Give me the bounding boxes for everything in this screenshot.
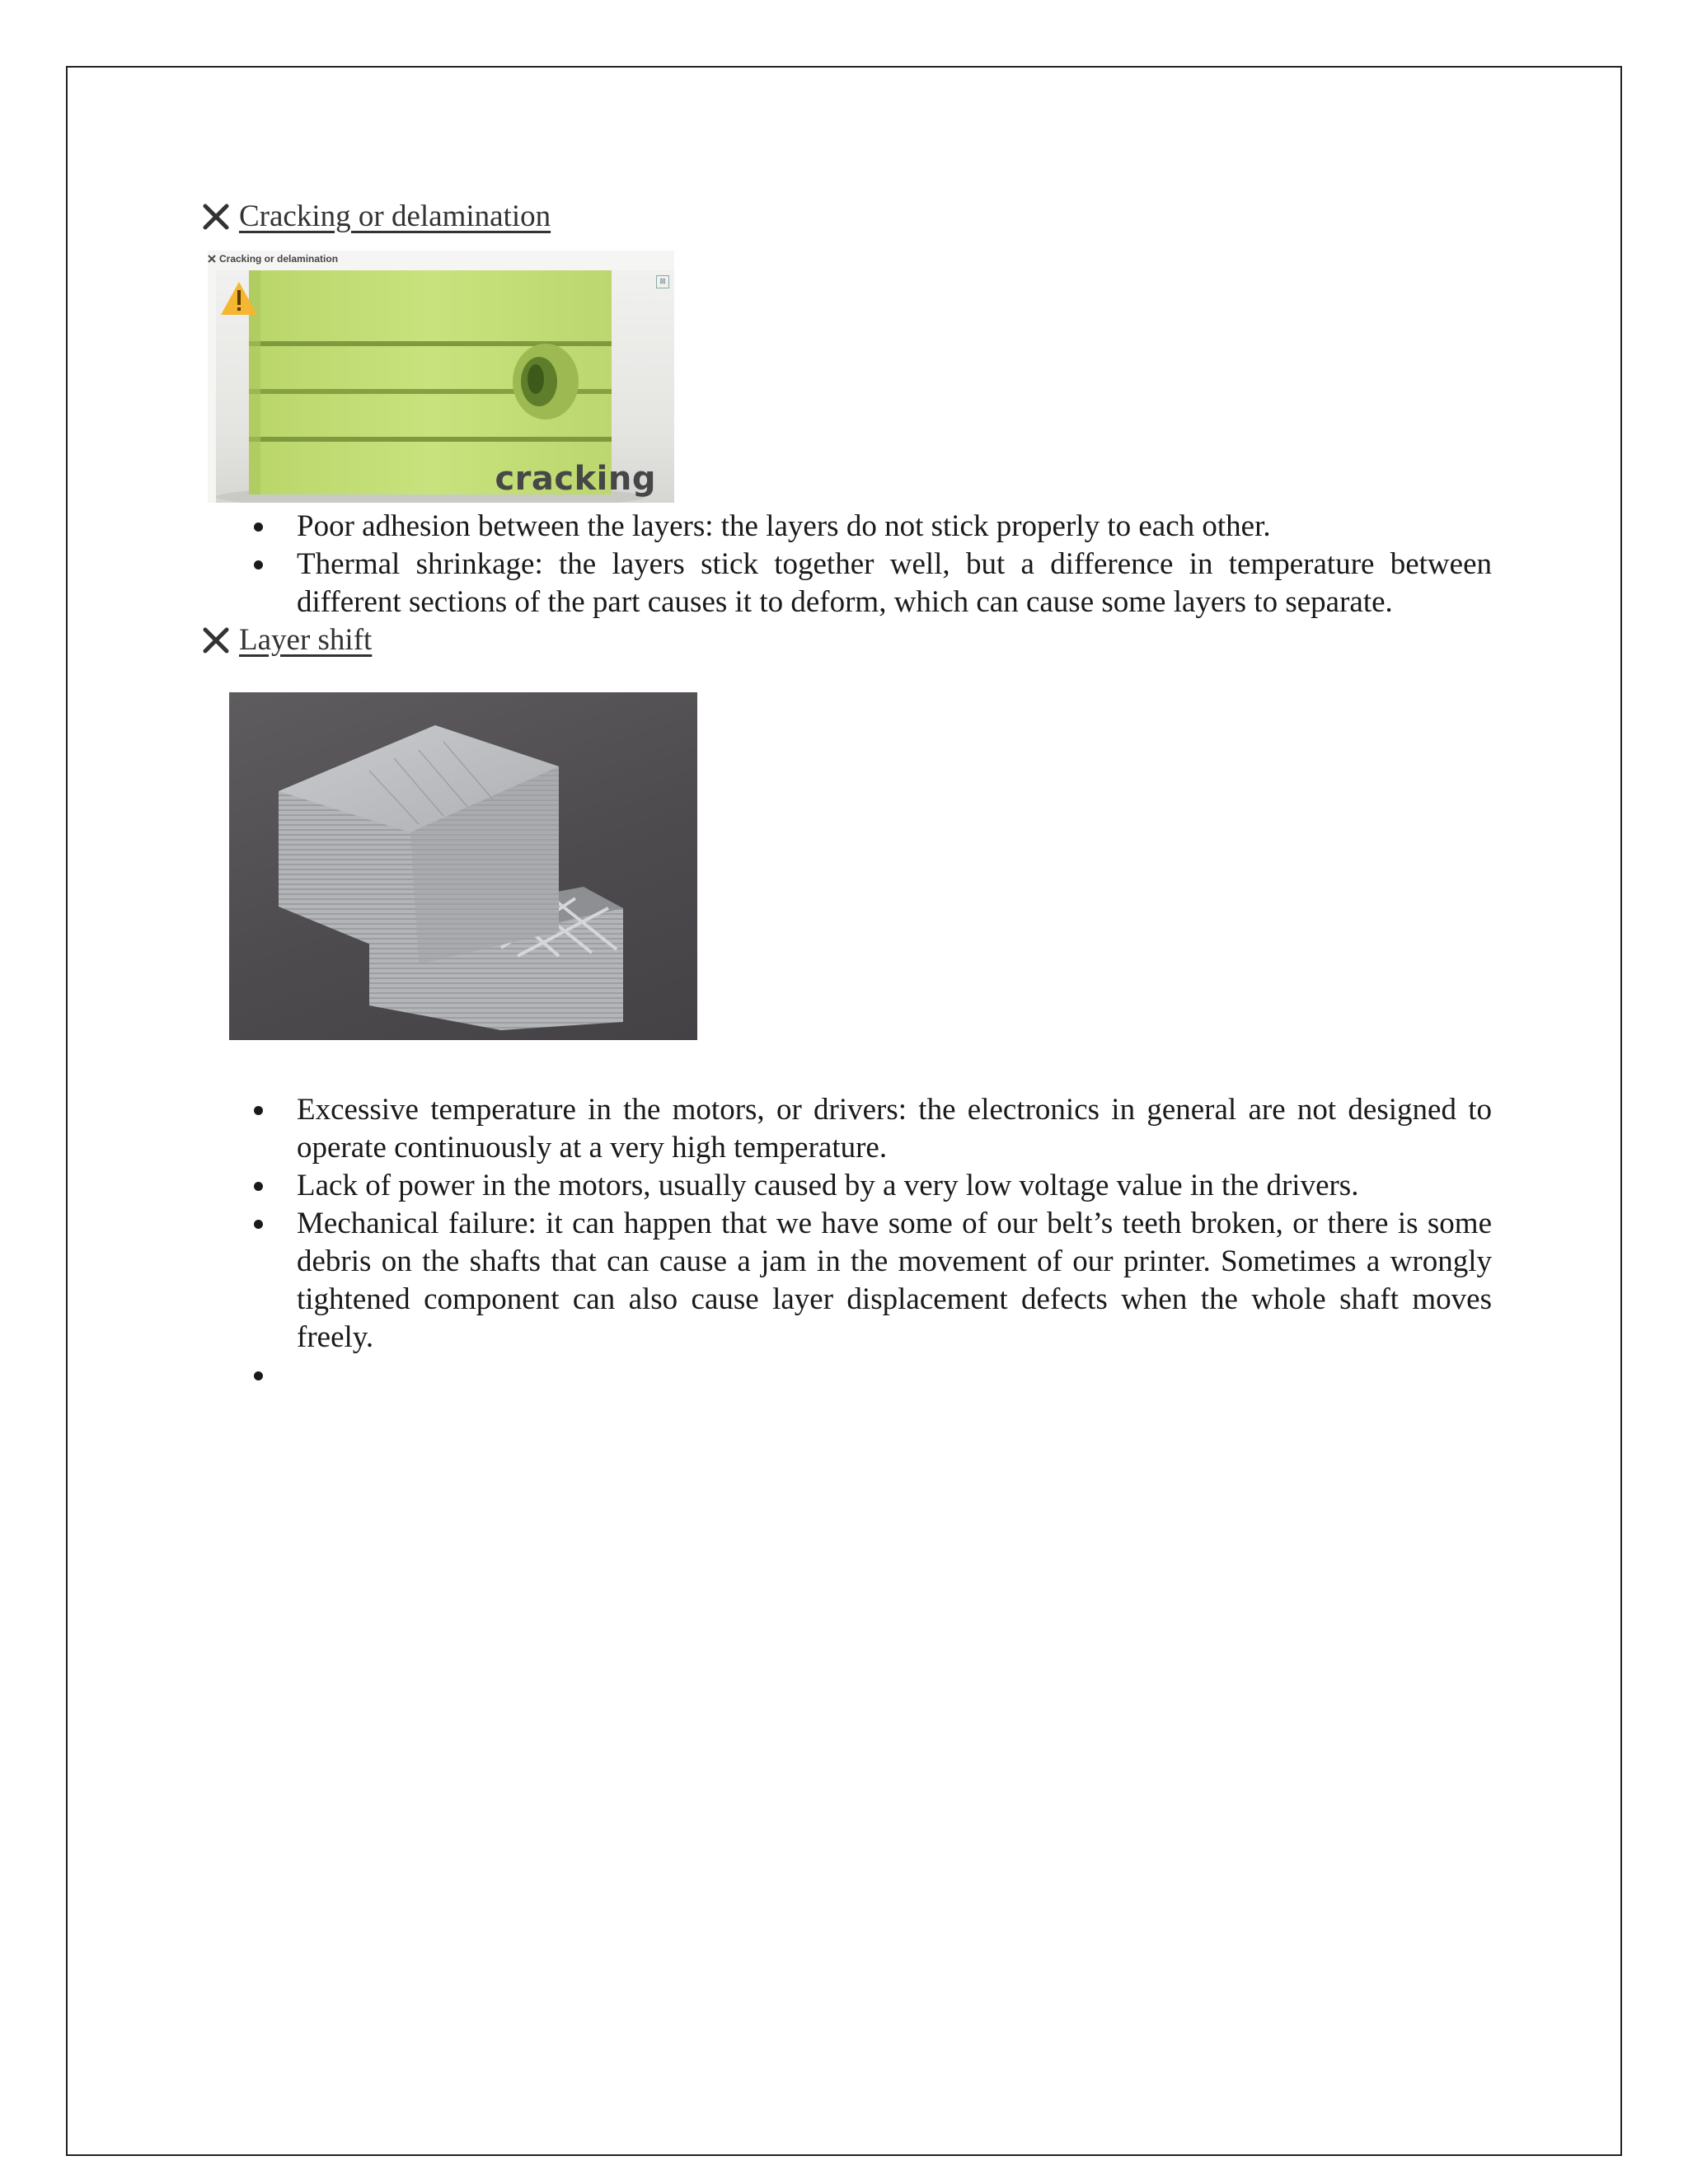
cross-icon — [201, 202, 231, 232]
document-body — [201, 198, 1492, 1394]
list-item — [297, 1357, 1492, 1394]
section-heading-layer-shift — [201, 621, 1492, 659]
list-item: Mechanical failure: it can happen that we have some of our belt’s teeth broken, or there is some debris on the shafts that can cause a jam in the movement of our printer. Sometimes a wrongly tightened component can also cause layer displacement defects when the whole shaft moves freely. — [297, 1205, 1492, 1357]
cracked-part-photo — [216, 270, 674, 503]
section-heading-cracking — [201, 198, 1492, 236]
cross-icon — [201, 626, 231, 655]
figure-caption-text: Cracking or delamination — [219, 253, 339, 265]
layer-shift-photo — [229, 692, 697, 1040]
list-item: Lack of power in the motors, usually caused by a very low voltage value in the drivers. — [297, 1167, 1492, 1205]
layer-shift-causes-list — [201, 1091, 1492, 1394]
cracking-causes-list — [201, 508, 1492, 621]
list-item: Poor adhesion between the layers: the layers do not stick properly to each other. — [297, 508, 1492, 546]
overlay-word: cracking — [495, 460, 656, 498]
cross-icon — [208, 255, 216, 263]
cracking-figure — [208, 251, 674, 503]
section-title: Layer shift — [239, 623, 373, 657]
layer-shift-illustration — [229, 692, 697, 1040]
figure-caption — [208, 251, 338, 267]
list-item: Excessive temperature in the motors, or drivers: the electronics in general are not designed to operate continuously at a very high temperature. — [297, 1091, 1492, 1167]
list-item: Thermal shrinkage: the layers stick together well, but a difference in temperature between different sections of the part causes it to deform, which can cause some layers to separate. — [297, 546, 1492, 621]
ad-choice-icon: ⊠ — [656, 275, 669, 288]
section-title: Cracking or delamination — [239, 199, 551, 233]
